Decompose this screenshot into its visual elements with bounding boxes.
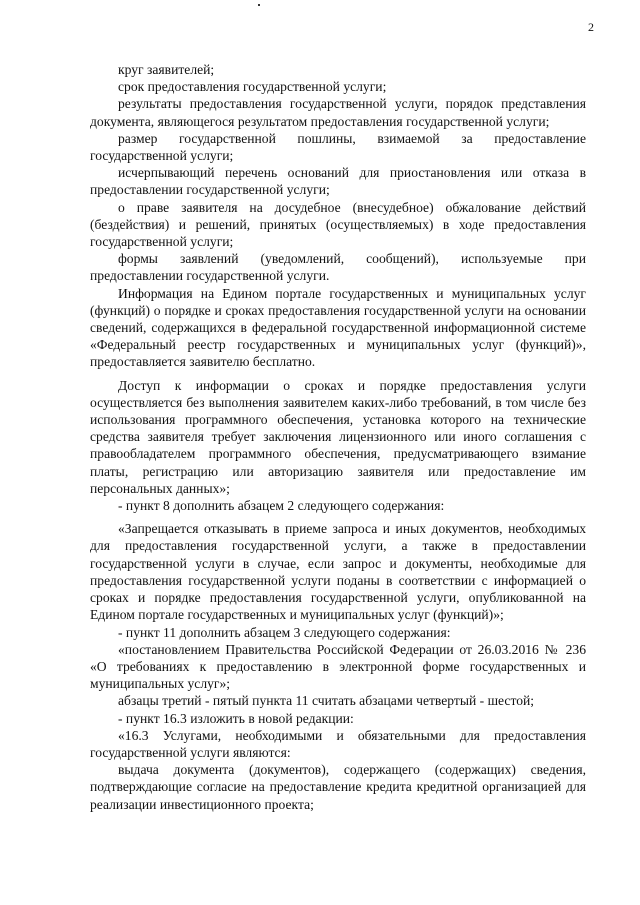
- paragraph-access-info: Доступ к информации о сроках и порядке предоставления услуги осуществляется без выполнения заявителем каких-либо требований, в том числе без использования программного обеспечения, установка которого на технические средства заявителя требует заключения лицензионного или иного соглашения с правообладателем программного обеспечения, предусматривающего взимание платы, регистрацию или авторизацию заявителя или предоставление им персональных данных»;: [90, 377, 586, 496]
- paragraph-item-16-3: - пункт 16.3 изложить в новой редакции:: [118, 710, 354, 726]
- paragraph-service-term: срок предоставления государственной услуги;: [118, 79, 387, 95]
- paragraph-item-11: - пункт 11 дополнить абзацем 3 следующего содержания:: [118, 624, 451, 640]
- paragraph-renumbering: абзацы третий - пятый пункта 11 считать абзацами четвертый - шестой;: [118, 693, 535, 709]
- paragraph-applicants: круг заявителей;: [118, 62, 215, 77]
- paragraph-application-forms: формы заявлений (уведомлений, сообщений), используемые при предоставлении государственной услуги.: [90, 251, 586, 284]
- paragraph-unified-portal-info: Информация на Едином портале государственных и муниципальных услуг (функций) о порядке и сроках предоставления государственной услуги на основании сведений, содержащихся в федеральной государственной информационной системе «Федеральный реестр государственных и муниципальных услуг (функций)», предоставляется заявителю бесплатно.: [90, 285, 586, 370]
- paragraph-prohibition: «Запрещается отказывать в приеме запроса и иных документов, необходимых для предоставления государственной услуги, а также в предоставлении государственной услуги в случае, если запрос и документы, необходимые для предоставления государственной услуги поданы в соответствии с информацией о сроках и порядке предоставления государственной услуги, опубликованной на Едином портале государственных и муниципальных услуг (функций)»;: [90, 521, 586, 623]
- document-body: [90, 61, 586, 813]
- paragraph-government-decree: «постановлением Правительства Российской Федерации от 26.03.2016 № 236 «О требованиях к предоставлению в электронной форме государственных и муниципальных услуг»;: [90, 641, 586, 692]
- paragraph-appeal-right: о праве заявителя на досудебное (внесудебное) обжалование действий (бездействия) и решений, принятых (осуществляемых) в ходе предоставления государственной услуги;: [90, 199, 586, 250]
- page-number: 2: [588, 20, 594, 34]
- paragraph-item-8: - пункт 8 дополнить абзацем 2 следующего содержания:: [118, 498, 445, 514]
- paragraph-credit-document: выдача документа (документов), содержащего (содержащих) сведения, подтверждающие согласие на предоставление кредита кредитной организацией для реализации инвестиционного проекта;: [90, 762, 586, 812]
- paragraph-service-results: результаты предоставления государственной услуги, порядок представления документа, являющегося результатом предоставления государственной услуги;: [90, 96, 586, 129]
- paragraph-state-fee: размер государственной пошлины, взимаемой за предоставление государственной услуги;: [90, 130, 586, 164]
- paragraph-required-services: «16.3 Услугами, необходимыми и обязательными для предоставления государственной услуги являются:: [90, 727, 586, 760]
- paragraph-refusal-grounds: исчерпывающий перечень оснований для приостановления или отказа в предоставлении государственной услуги;: [90, 165, 586, 198]
- scan-mark: [258, 4, 260, 6]
